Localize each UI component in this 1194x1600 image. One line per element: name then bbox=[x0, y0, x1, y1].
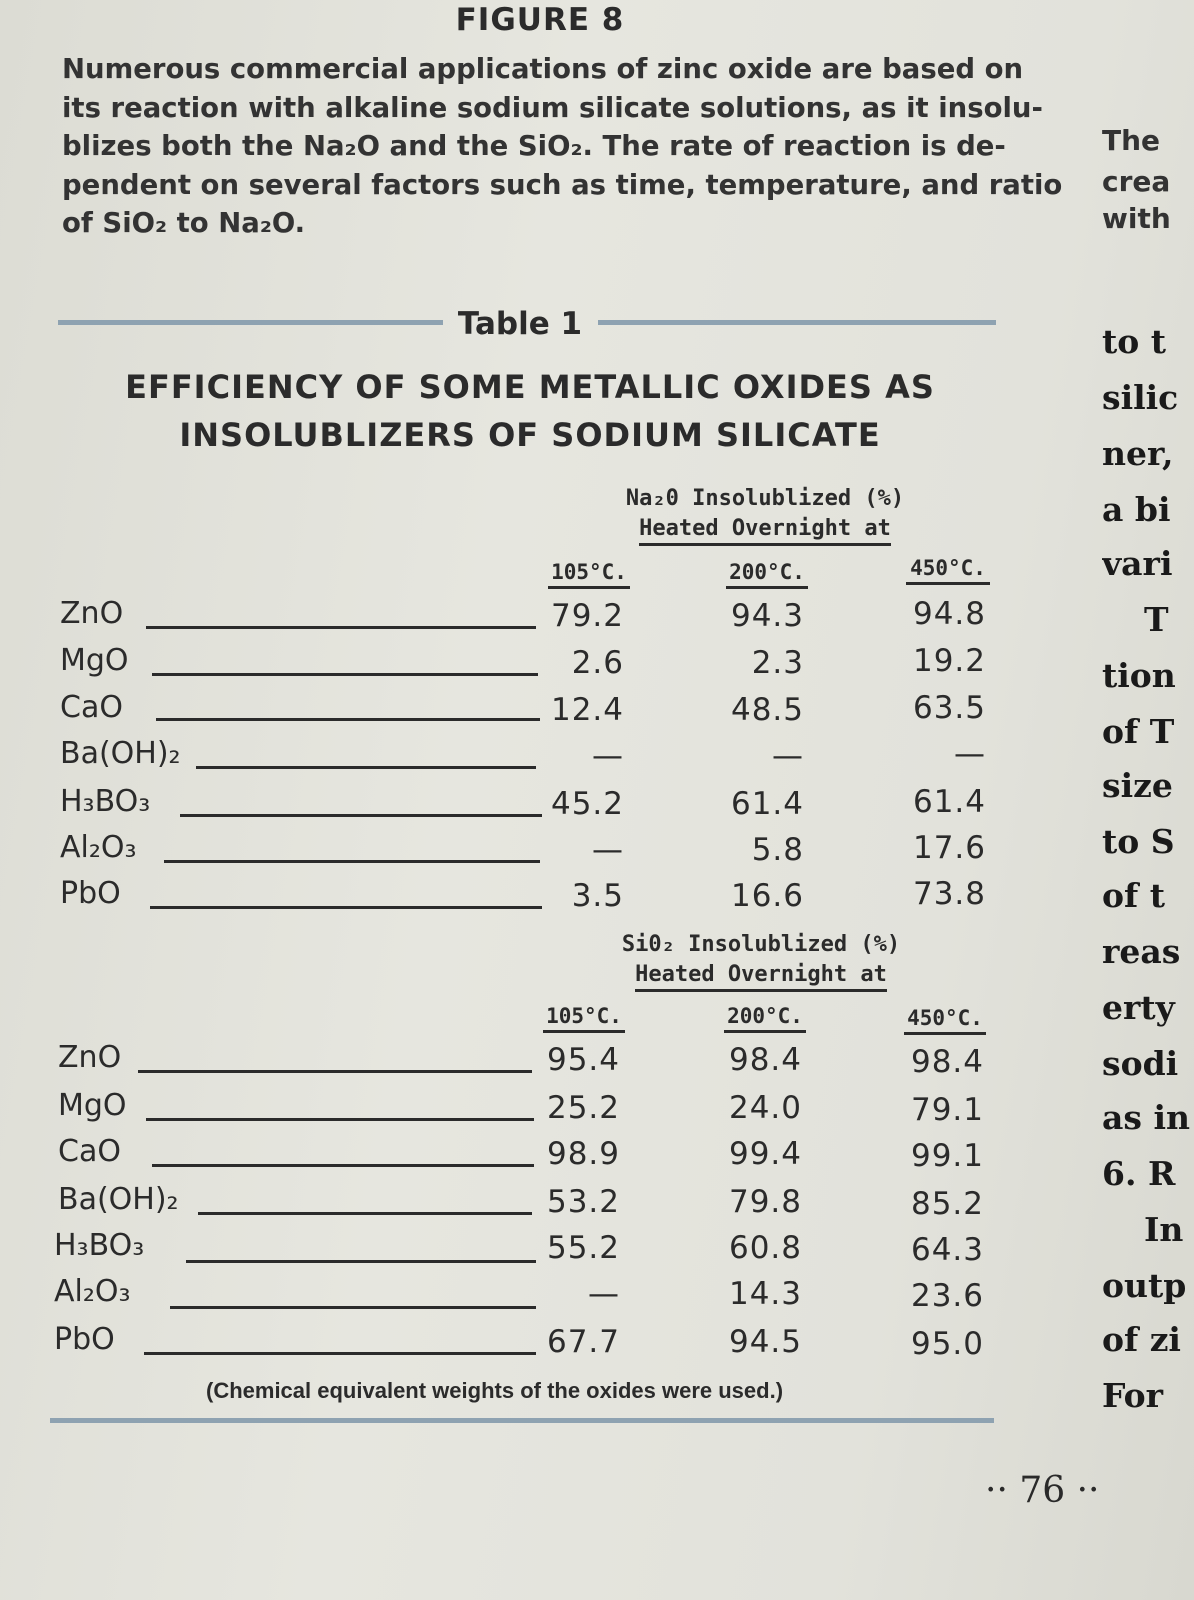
leader-line bbox=[164, 860, 540, 863]
sio2-col-450: 450°C. bbox=[904, 1006, 986, 1035]
adjacent-word: tion bbox=[1102, 656, 1176, 695]
value-200: 98.4 bbox=[728, 1042, 802, 1078]
table-label: Table 1 bbox=[457, 306, 583, 342]
row-label: Ba(OH)₂ bbox=[60, 736, 181, 771]
leader-line bbox=[170, 1306, 536, 1309]
na2o-col-200: 200°C. bbox=[726, 560, 808, 589]
na2o-section-header: Na₂0 Insolublized (%) bbox=[625, 486, 905, 511]
adjacent-word: reas bbox=[1102, 932, 1181, 971]
value-450: 63.5 bbox=[912, 690, 986, 726]
na2o-section-subheader bbox=[600, 516, 930, 541]
row-label: H₃BO₃ bbox=[60, 784, 151, 819]
value-105: — bbox=[592, 832, 624, 868]
value-105: 79.2 bbox=[550, 598, 624, 634]
value-200: 94.5 bbox=[728, 1324, 802, 1360]
value-105: — bbox=[592, 738, 624, 774]
value-105: 55.2 bbox=[546, 1230, 620, 1266]
adjacent-word: size bbox=[1102, 766, 1173, 805]
adjacent-word: silic bbox=[1102, 378, 1179, 417]
row-label: ZnO bbox=[60, 596, 124, 631]
value-105: 98.9 bbox=[546, 1136, 620, 1172]
value-105: 45.2 bbox=[550, 786, 624, 822]
table-footnote: (Chemical equivalent weights of the oxides were used.) bbox=[206, 1378, 784, 1403]
figure-title: FIGURE 8 bbox=[455, 2, 625, 38]
leader-line bbox=[198, 1212, 532, 1215]
adjacent-word: erty bbox=[1102, 988, 1175, 1027]
adjacent-page-text bbox=[1102, 0, 1194, 1600]
value-105: 2.6 bbox=[571, 645, 624, 681]
value-200: 5.8 bbox=[751, 832, 804, 868]
value-105: 3.5 bbox=[571, 878, 624, 914]
row-label: PbO bbox=[54, 1322, 115, 1357]
leader-line bbox=[144, 1352, 536, 1355]
value-200: 61.4 bbox=[730, 786, 804, 822]
na2o-table-body bbox=[0, 596, 1100, 926]
sio2-subheader-text: Heated Overnight at bbox=[635, 962, 887, 992]
sio2-section-subheader bbox=[596, 962, 926, 987]
leader-line bbox=[180, 814, 542, 817]
value-105: 25.2 bbox=[546, 1090, 620, 1126]
leader-line bbox=[196, 766, 536, 769]
caption-line: of SiO₂ to Na₂O. bbox=[62, 207, 306, 239]
na2o-col-450: 450°C. bbox=[906, 556, 990, 585]
value-200: 2.3 bbox=[751, 645, 804, 681]
leader-line bbox=[152, 673, 538, 676]
adjacent-word: In bbox=[1144, 1210, 1184, 1249]
adjacent-word: crea bbox=[1102, 165, 1171, 198]
value-200: 79.8 bbox=[728, 1184, 802, 1220]
value-200: 24.0 bbox=[728, 1090, 802, 1126]
figure-caption bbox=[62, 50, 1063, 243]
value-450: 98.4 bbox=[910, 1044, 984, 1080]
adjacent-word: of T bbox=[1102, 712, 1175, 751]
value-450: 61.4 bbox=[912, 784, 986, 820]
value-200: 16.6 bbox=[730, 878, 804, 914]
table-top-rule-right bbox=[598, 320, 996, 325]
value-200: 14.3 bbox=[728, 1276, 802, 1312]
row-label: ZnO bbox=[58, 1040, 122, 1075]
value-200: 48.5 bbox=[730, 692, 804, 728]
leader-line bbox=[146, 626, 536, 629]
adjacent-word: of zi bbox=[1102, 1320, 1181, 1359]
value-105: 95.4 bbox=[546, 1042, 620, 1078]
caption-line: pendent on several factors such as time, temperature, and ratio bbox=[62, 168, 1063, 201]
value-450: 85.2 bbox=[910, 1186, 984, 1222]
adjacent-word: vari bbox=[1102, 544, 1173, 583]
adjacent-word: sodi bbox=[1102, 1044, 1179, 1083]
table-bottom-rule bbox=[50, 1418, 994, 1423]
adjacent-word: For bbox=[1102, 1376, 1164, 1415]
na2o-col-105: 105°C. bbox=[548, 560, 630, 589]
value-450: 99.1 bbox=[910, 1138, 984, 1174]
value-450: 73.8 bbox=[912, 876, 986, 912]
row-label: Al₂O₃ bbox=[54, 1274, 131, 1309]
value-105: 67.7 bbox=[546, 1324, 620, 1360]
table-top-rule-left bbox=[58, 320, 443, 325]
sio2-col-105: 105°C. bbox=[543, 1004, 625, 1033]
value-200: — bbox=[772, 738, 804, 774]
value-200: 94.3 bbox=[730, 598, 804, 634]
na2o-subheader-text: Heated Overnight at bbox=[639, 516, 891, 546]
adjacent-word: The bbox=[1102, 124, 1161, 157]
leader-line bbox=[186, 1260, 536, 1263]
adjacent-word: a bi bbox=[1102, 490, 1171, 529]
value-450: — bbox=[954, 736, 986, 772]
adjacent-word: 6. R bbox=[1102, 1154, 1176, 1193]
adjacent-word: to t bbox=[1102, 322, 1166, 361]
row-label: MgO bbox=[58, 1088, 127, 1123]
row-label: CaO bbox=[60, 690, 123, 725]
adjacent-word: of t bbox=[1102, 876, 1165, 915]
leader-line bbox=[138, 1070, 532, 1073]
sio2-table-body bbox=[0, 1040, 1100, 1380]
adjacent-word: with bbox=[1102, 202, 1171, 235]
leader-line bbox=[156, 718, 540, 721]
sio2-col-200: 200°C. bbox=[724, 1004, 806, 1033]
leader-line bbox=[150, 906, 542, 909]
value-450: 94.8 bbox=[912, 596, 986, 632]
value-105: — bbox=[588, 1276, 620, 1312]
value-105: 53.2 bbox=[546, 1184, 620, 1220]
table-title-line: INSOLUBLIZERS OF SODIUM SILICATE bbox=[179, 416, 881, 454]
table-title-line: EFFICIENCY OF SOME METALLIC OXIDES AS bbox=[125, 368, 935, 406]
value-450: 95.0 bbox=[910, 1326, 984, 1362]
leader-line bbox=[152, 1164, 534, 1167]
row-label: H₃BO₃ bbox=[54, 1228, 145, 1263]
value-450: 79.1 bbox=[910, 1092, 984, 1128]
row-label: MgO bbox=[60, 643, 129, 678]
value-450: 23.6 bbox=[910, 1278, 984, 1314]
value-200: 99.4 bbox=[728, 1136, 802, 1172]
row-label: CaO bbox=[58, 1134, 121, 1169]
adjacent-word: as in bbox=[1102, 1098, 1190, 1137]
caption-line: Numerous commercial applications of zinc oxide are based on bbox=[62, 53, 1024, 85]
row-label: Ba(OH)₂ bbox=[58, 1182, 179, 1217]
adjacent-word: to S bbox=[1102, 822, 1175, 861]
value-450: 19.2 bbox=[912, 643, 986, 679]
value-200: 60.8 bbox=[728, 1230, 802, 1266]
page-number: ·· 76 ·· bbox=[985, 1470, 1100, 1511]
value-450: 64.3 bbox=[910, 1232, 984, 1268]
value-105: 12.4 bbox=[550, 692, 624, 728]
adjacent-word: T bbox=[1144, 600, 1169, 639]
caption-line: blizes both the Na₂O and the SiO₂. The rate of reaction is de- bbox=[62, 130, 1006, 162]
row-label: PbO bbox=[60, 876, 121, 911]
row-label: Al₂O₃ bbox=[60, 830, 137, 865]
adjacent-word: ner, bbox=[1102, 434, 1174, 473]
caption-line: its reaction with alkaline sodium silicate solutions, as it insolu- bbox=[62, 91, 1043, 124]
value-450: 17.6 bbox=[912, 830, 986, 866]
adjacent-word: outp bbox=[1102, 1266, 1187, 1305]
leader-line bbox=[146, 1118, 534, 1121]
sio2-section-header: Si0₂ Insolublized (%) bbox=[621, 932, 901, 957]
